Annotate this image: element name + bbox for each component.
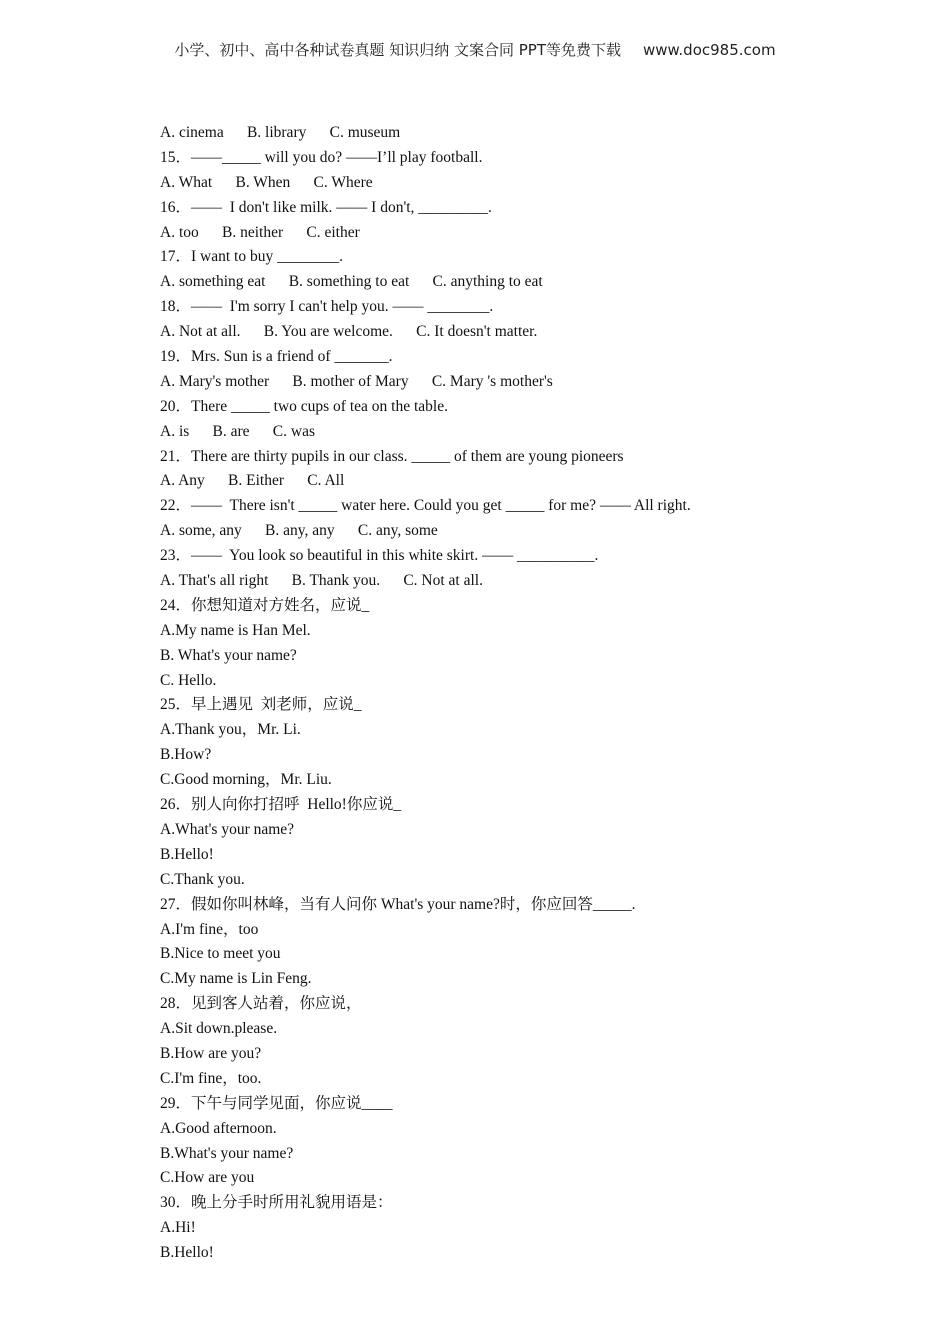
options-line: A. something eat B. something to eat C. anything to eat (160, 273, 543, 291)
question-line: 24．你想知道对方姓名，应说_ (160, 596, 370, 614)
text-line: A. cinema B. library C. museum (160, 124, 401, 141)
options-line: A. Any B. Either C. All (160, 472, 345, 490)
question-line: 30．晚上分手时所用礼貌用语是： (160, 1194, 393, 1212)
options-line: A. That's all right B. Thank you. C. Not at all. (160, 572, 483, 590)
option-line: B.Hello! (160, 1244, 214, 1262)
options-line: A. some, any B. any, any C. any, some (160, 522, 438, 540)
option-line: A.Good afternoon. (160, 1119, 277, 1137)
options-line: A. What B. When C. Where (160, 173, 373, 191)
option-line: A.My name is Han Mel. (160, 621, 311, 639)
option-line: C.Thank you. (160, 870, 245, 888)
question-line: 28．见到客人站着，你应说， (160, 995, 362, 1013)
page-header (0, 39, 950, 60)
option-line: C.My name is Lin Feng. (160, 970, 312, 988)
question-line: 17．I want to buy ________. (160, 248, 343, 266)
option-line: A.Thank you，Mr. Li. (160, 721, 301, 739)
option-line: A.Sit down.please. (160, 1020, 278, 1038)
options-line: A. is B. are C. was (160, 422, 315, 440)
question-line: 23．—— You look so beautiful in this white skirt. —— __________. (160, 547, 599, 565)
question-line: 27．假如你叫林峰，当有人问你 What's your name?时，你应回答_____. (160, 895, 636, 913)
option-line: B.How are you? (160, 1044, 262, 1062)
options-line: A. Mary's mother B. mother of Mary C. Mary 's mother's (160, 372, 553, 390)
header-text: 小学、初中、高中各种试卷真题 知识归纳 文案合同 PPT等免费下载 (174, 41, 621, 59)
question-line: 21．There are thirty pupils in our class. _____ of them are young pioneers (160, 447, 624, 465)
question-line: 29．下午与同学见面，你应说____ (160, 1094, 393, 1112)
option-line: B.Hello! (160, 845, 214, 863)
options-line: A. Not at all. B. You are welcome. C. It doesn't matter. (160, 323, 538, 341)
option-line: B.How? (160, 746, 212, 764)
question-line: 22．—— There isn't _____ water here. Could you get _____ for me? —— All right. (160, 497, 691, 515)
question-list (160, 121, 860, 1266)
option-line: A.I'm fine，too (160, 920, 259, 938)
question-line: 26．别人向你打招呼 Hello!你应说_ (160, 796, 402, 814)
options-line: A. too B. neither C. either (160, 223, 360, 241)
question-line: 18．—— I'm sorry I can't help you. —— ________. (160, 298, 494, 316)
question-line: 15．——_____ will you do? ——I’ll play football. (160, 148, 483, 166)
option-line: B.What's your name? (160, 1144, 294, 1162)
option-line: C.I'm fine，too. (160, 1069, 262, 1087)
question-line: 16．—— I don't like milk. —— I don't, _________. (160, 198, 492, 216)
header-site-url: www.doc985.com (642, 41, 776, 59)
option-line: C.How are you (160, 1169, 255, 1187)
option-line: B.Nice to meet you (160, 945, 281, 963)
option-line: B. What's your name? (160, 646, 297, 664)
option-line: C.Good morning，Mr. Liu. (160, 771, 332, 789)
question-line: 25．早上遇见 刘老师，应说_ (160, 696, 362, 714)
option-line: C. Hello. (160, 671, 217, 689)
question-line: 20．There _____ two cups of tea on the table. (160, 397, 448, 415)
option-line: A.What's your name? (160, 820, 295, 838)
option-line: A.Hi! (160, 1219, 196, 1237)
question-line: 19．Mrs. Sun is a friend of _______. (160, 348, 393, 366)
